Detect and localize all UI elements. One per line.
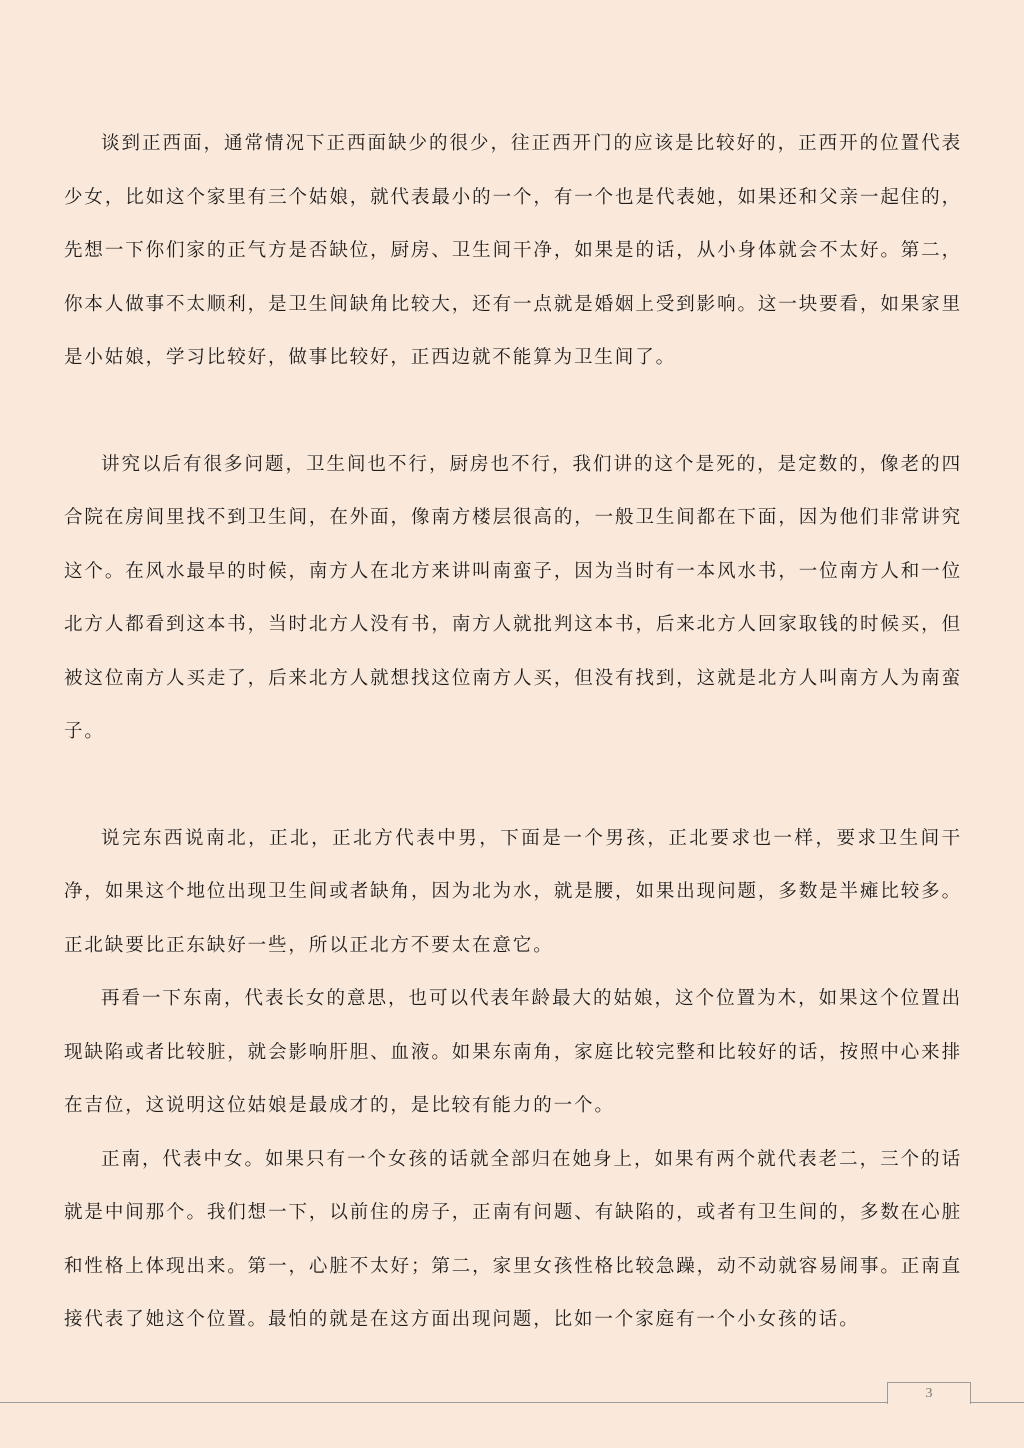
paragraph-bathroom: 讲究以后有很多问题，卫生间也不行，厨房也不行，我们讲的这个是死的，是定数的，像老的四合院在房间里找不到卫生间，在外面，像南方楼层很高的，一般卫生间都在下面，因为他们非常讲究这个。在风水最早的时候，南方人在北方来讲叫南蛮子，因为当时有一本风水书，一位南方人和一位北方人都看到这本书，当时北方人没有书，南方人就批判这本书，后来北方人回家取钱的时候买，但被这位南方人买走了，后来北方人就想找这位南方人买，但没有找到，这就是北方人叫南方人为南蛮子。 <box>64 453 962 742</box>
document-body <box>64 117 962 1347</box>
footer-divider <box>0 1402 1024 1403</box>
paragraph-north: 说完东西说南北，正北，正北方代表中男，下面是一个男孩，正北要求也一样，要求卫生间干净，如果这个地位出现卫生间或者缺角，因为北为水，就是腰，如果出现问题，多数是半瘫比较多。正北缺要比正东缺好一些，所以正北方不要太在意它。 <box>64 827 962 956</box>
paragraph-southeast: 再看一下东南，代表长女的意思，也可以代表年龄最大的姑娘，这个位置为木，如果这个位置出现缺陷或者比较脏，就会影响肝胆、血液。如果东南角，家庭比较完整和比较好的话，按照中心来排在吉位，这说明这位姑娘是最成才的，是比较有能力的一个。 <box>64 988 962 1116</box>
paragraph-south: 正南，代表中女。如果只有一个女孩的话就全部归在她身上，如果有两个就代表老二，三个的话就是中间那个。我们想一下，以前住的房子，正南有问题、有缺陷的，或者有卫生间的，多数在心脏和性格上体现出来。第一，心脏不太好；第二，家里女孩性格比较急躁，动不动就容易闹事。正南直接代表了她这个位置。最怕的就是在这方面出现问题，比如一个家庭有一个小女孩的话。 <box>64 1148 962 1330</box>
page-number: 3 <box>887 1382 971 1404</box>
paragraph-west: 谈到正西面，通常情况下正西面缺少的很少，往正西开门的应该是比较好的，正西开的位置代表少女，比如这个家里有三个姑娘，就代表最小的一个，有一个也是代表她，如果还和父亲一起住的，先想一下你们家的正气方是否缺位，厨房、卫生间干净，如果是的话，从小身体就会不太好。第二，你本人做事不太顺利，是卫生间缺角比较大，还有一点就是婚姻上受到影响。这一块要看，如果家里是小姑娘，学习比较好，做事比较好，正西边就不能算为卫生间了。 <box>64 133 962 368</box>
